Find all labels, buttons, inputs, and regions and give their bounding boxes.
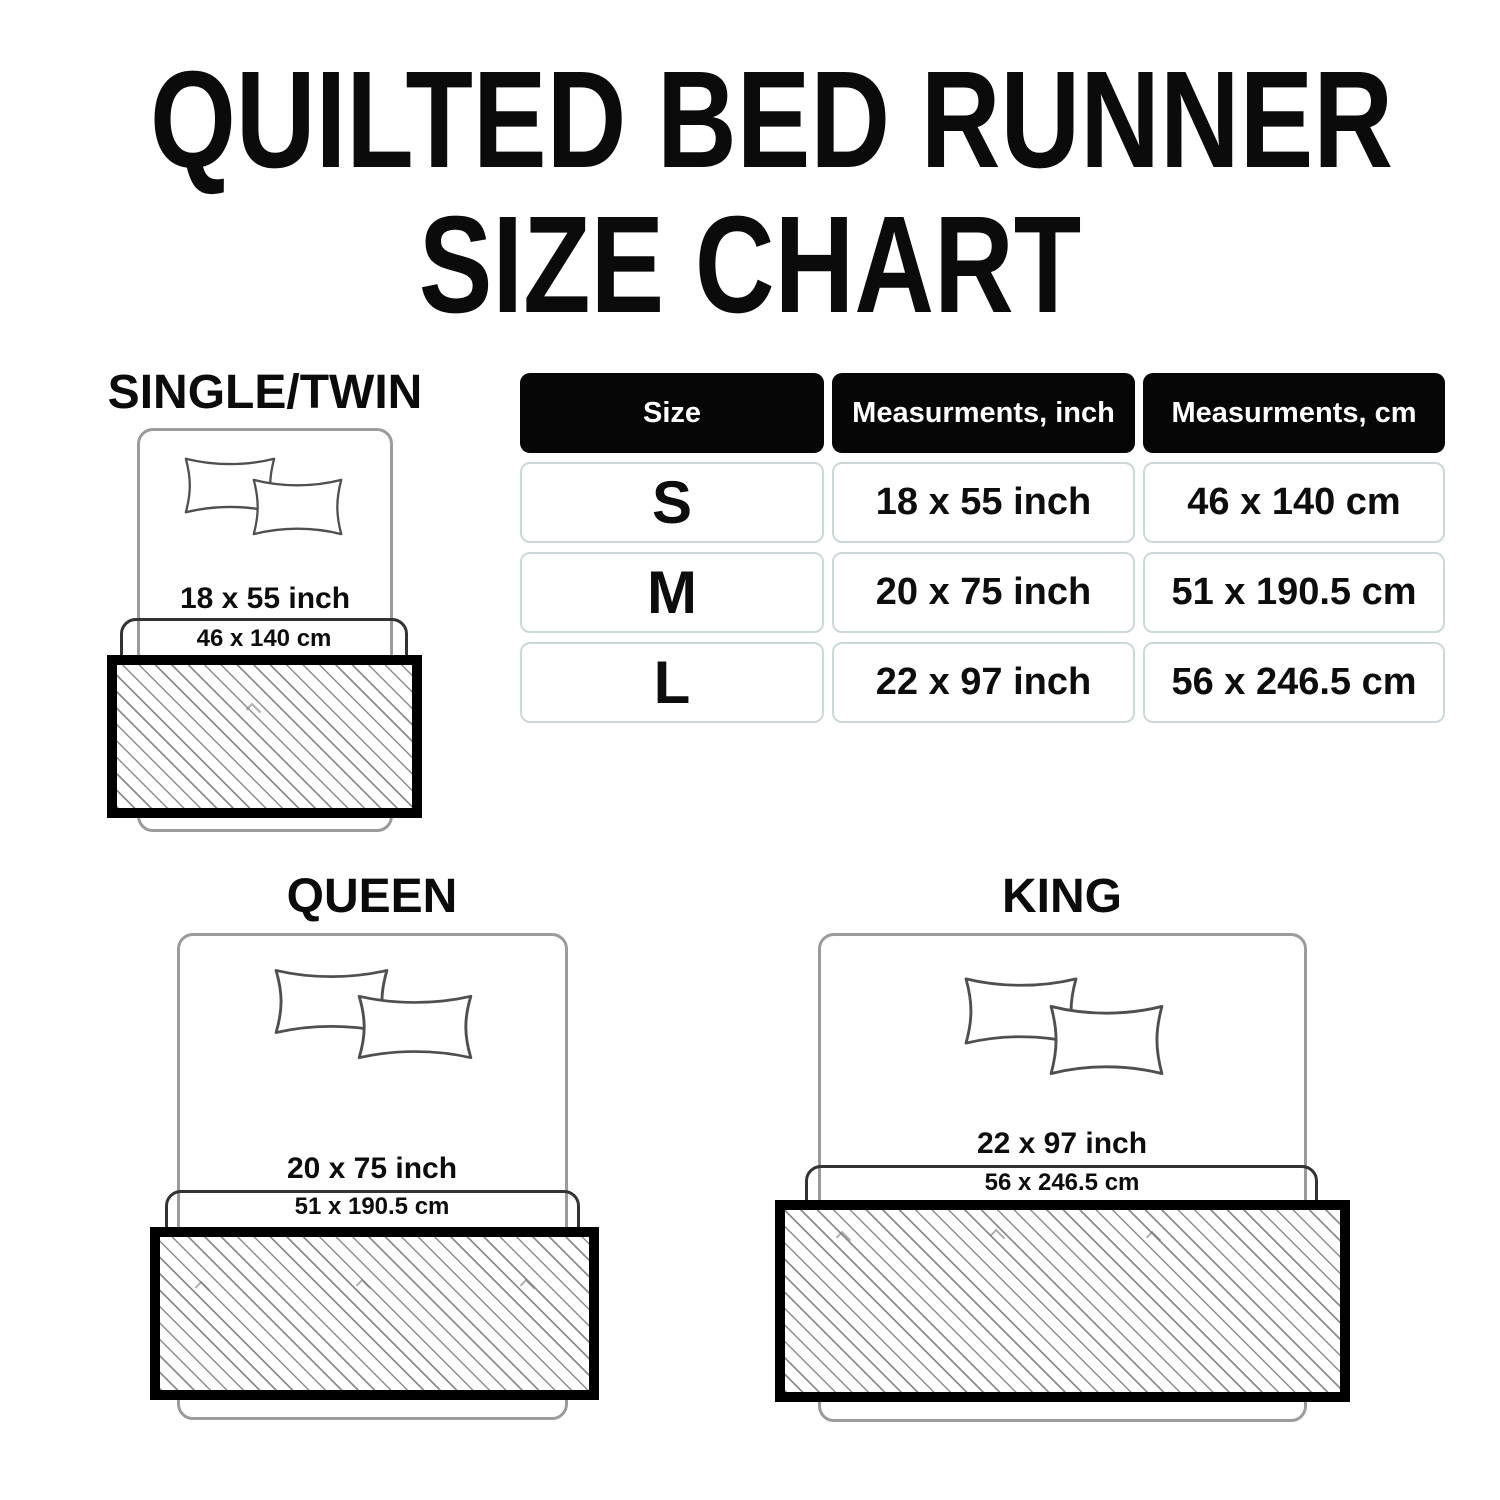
page-title-line2: SIZE CHART <box>418 188 1082 342</box>
bed-runner-swatch-queen <box>150 1227 599 1400</box>
table-cell-size-l: L <box>520 642 824 723</box>
runner-size-inch-single: 18 x 55 inch <box>179 582 351 615</box>
bed-size-label-queen: QUEEN <box>286 870 458 923</box>
table-cell-cm-s: 46 x 140 cm <box>1143 462 1445 543</box>
runner-size-inch-queen: 20 x 75 inch <box>286 1152 458 1185</box>
table-cell-size-s: S <box>520 462 824 543</box>
table-cell-cm-m: 51 x 190.5 cm <box>1143 552 1445 633</box>
table-cell-cm-l: 56 x 246.5 cm <box>1143 642 1445 723</box>
pillow-icon <box>1040 993 1173 1087</box>
bed-size-label-single: SINGLE/TWIN <box>107 366 423 419</box>
table-cell-inch-s: 18 x 55 inch <box>832 462 1135 543</box>
runner-size-cm-single: 46 x 140 cm <box>196 625 332 652</box>
table-cell-inch-m: 20 x 75 inch <box>832 552 1135 633</box>
pillow-icon <box>348 984 482 1070</box>
table-cell-inch-l: 22 x 97 inch <box>832 642 1135 723</box>
runner-size-inch-king: 22 x 97 inch <box>976 1127 1148 1160</box>
runner-size-cm-king: 56 x 246.5 cm <box>984 1169 1140 1196</box>
column-header-measurements-inch: Measurments, inch <box>832 373 1135 453</box>
runner-size-cm-queen: 51 x 190.5 cm <box>294 1193 450 1220</box>
pillow-icon <box>245 469 350 545</box>
column-header-measurements-cm: Measurments, cm <box>1143 373 1445 453</box>
bed-size-label-king: KING <box>1002 870 1122 923</box>
page-title-line1: QUILTED BED RUNNER <box>150 43 1394 197</box>
size-table <box>520 373 1445 723</box>
bed-runner-swatch-king <box>775 1200 1350 1402</box>
table-cell-size-m: M <box>520 552 824 633</box>
bed-runner-swatch-single <box>107 655 422 818</box>
column-header-size: Size <box>520 373 824 453</box>
